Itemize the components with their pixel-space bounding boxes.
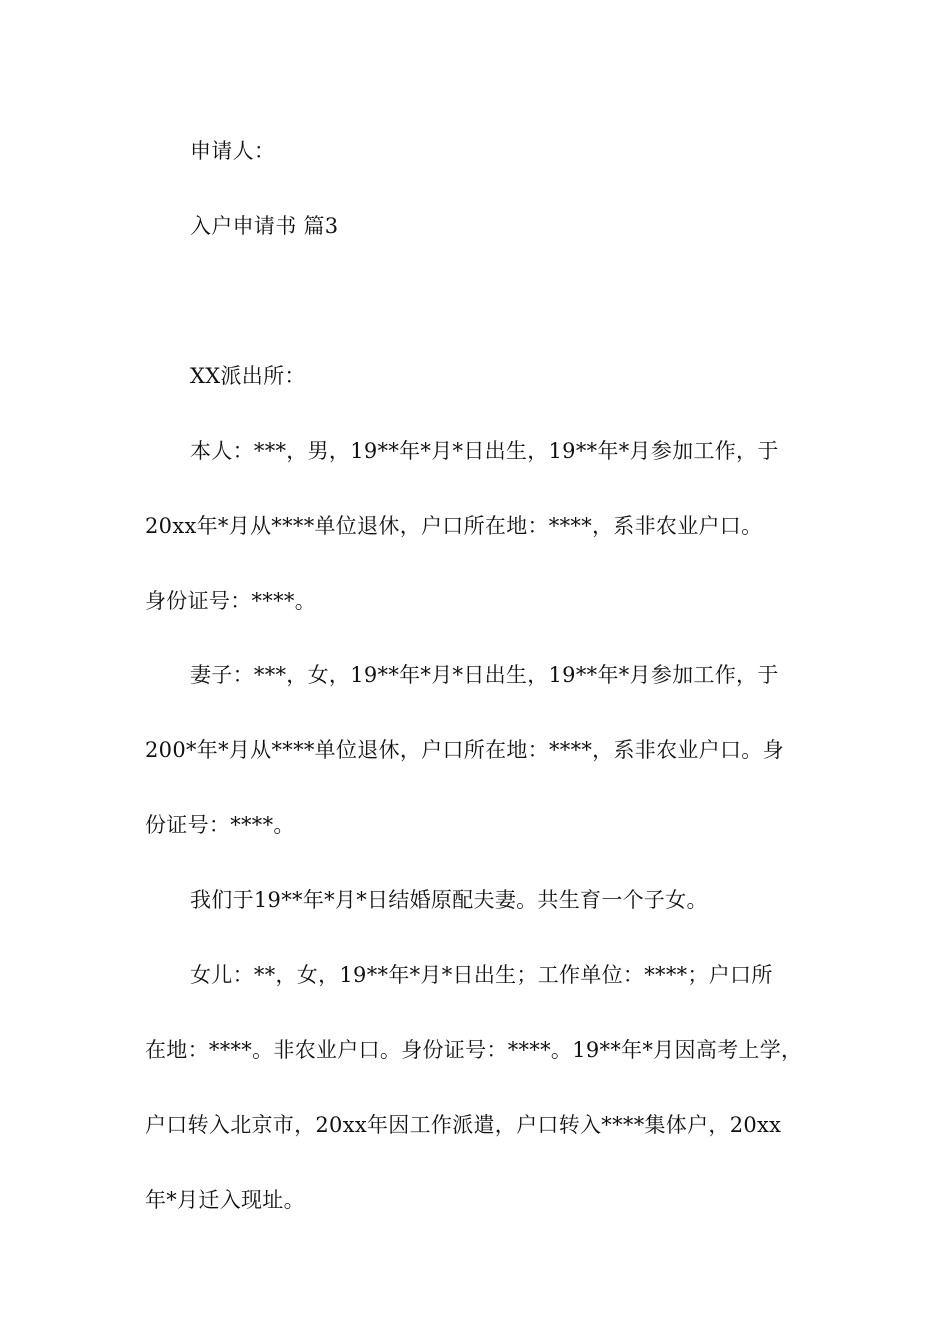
paragraph-line: 户口转入北京市，20xx年因工作派遣，户口转入****集体户，20xx (145, 1113, 782, 1137)
paragraph-line: 妻子：***，女，19**年*月*日出生，19**年*月参加工作，于 (190, 663, 779, 687)
section-title: 入户申请书 篇3 (190, 214, 339, 238)
paragraph-line: 在地：****。非农业户口。身份证号：****。19**年*月因高考上学， (145, 1038, 803, 1062)
paragraph-line: 份证号：****。 (145, 813, 295, 837)
paragraph-line: 本人：***，男，19**年*月*日出生，19**年*月参加工作，于 (190, 439, 779, 463)
applicant-label: 申请人： (190, 139, 276, 163)
paragraph-line: 200*年*月从****单位退休，户口所在地：****，系非农业户口。身 (145, 738, 784, 762)
paragraph-line: 20xx年*月从****单位退休，户口所在地：****，系非农业户口。 (145, 514, 763, 538)
paragraph-line: 女儿：**，女，19**年*月*日出生；工作单位：****；户口所 (190, 963, 773, 987)
addressee: XX派出所： (190, 364, 306, 388)
paragraph-line: 年*月迁入现址。 (145, 1188, 305, 1212)
paragraph-line: 我们于19**年*月*日结婚原配夫妻。共生育一个子女。 (190, 888, 708, 912)
paragraph-line: 身份证号：****。 (145, 589, 316, 613)
